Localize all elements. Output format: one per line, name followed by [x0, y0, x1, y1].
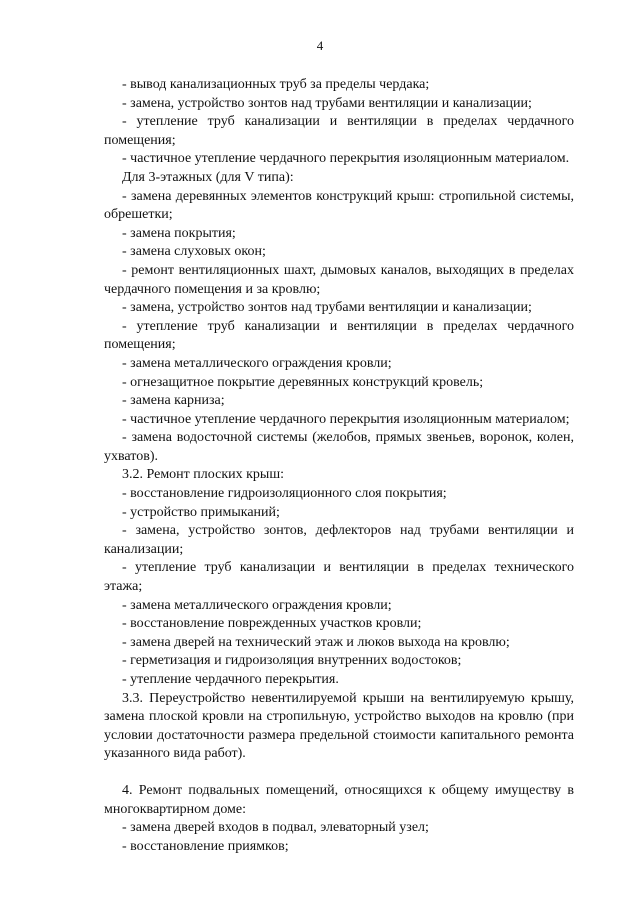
list-item: - восстановление приямков;	[122, 838, 289, 854]
list-item: - огнезащитное покрытие деревянных конструкций кровель;	[122, 374, 484, 390]
list-item: - герметизация и гидроизоляция внутренних водостоков;	[122, 653, 462, 669]
page-number: 4	[316, 38, 324, 53]
document-body	[104, 76, 574, 856]
section-paragraph: 3.3. Переустройство невентилируемой крыши на вентилируемую крышу, замена плоской кровли на стропильную, устройство выходов на кровлю (при условии достаточности размера предельной стоимости капитального ремонта указанного вида работ).	[104, 690, 574, 762]
list-item: - замена покрытия;	[122, 225, 236, 241]
list-item: - замена металлического ограждения кровли;	[122, 597, 392, 613]
list-item: - ремонт вентиляционных шахт, дымовых каналов, выходящих в пределах чердачного помещения и за кровлю;	[104, 262, 574, 297]
section-heading: 4. Ремонт подвальных помещений, относящихся к общему имуществу в многоквартирном доме:	[104, 782, 574, 817]
section-heading: 3.2. Ремонт плоских крыш:	[122, 467, 284, 483]
list-item: - замена, устройство зонтов, дефлекторов над трубами вентиляции и канализации;	[104, 523, 574, 557]
list-item: - утепление труб канализации и вентиляции в пределах чердачного помещения;	[104, 114, 574, 148]
paragraph-spacer	[104, 764, 574, 782]
list-item: - замена, устройство зонтов над трубами вентиляции и канализации;	[122, 300, 532, 316]
list-item: - замена водосточной системы (желобов, прямых звеньев, воронок, колен, ухватов).	[104, 430, 574, 464]
list-item: - утепление труб канализации и вентиляции в пределах чердачного помещения;	[104, 318, 574, 353]
list-item: - замена дверей входов в подвал, элеваторный узел;	[122, 820, 429, 836]
list-item: - замена металлического ограждения кровли;	[122, 355, 392, 371]
list-item: - утепление чердачного перекрытия.	[122, 672, 339, 687]
list-item: - частичное утепление чердачного перекрытия изоляционным материалом.	[122, 151, 570, 167]
list-item: - вывод канализационных труб за пределы чердака;	[122, 77, 430, 92]
list-item: - замена, устройство зонтов над трубами вентиляции и канализации;	[122, 95, 532, 111]
list-item: - замена деревянных элементов конструкций крыш: стропильной системы, обрешетки;	[104, 188, 574, 223]
list-item: - утепление труб канализации и вентиляции в пределах технического этажа;	[104, 560, 574, 595]
list-item: - устройство примыканий;	[122, 504, 280, 520]
list-item: - замена дверей на технический этаж и люков выхода на кровлю;	[122, 634, 510, 650]
list-item: - замена карниза;	[122, 393, 225, 409]
list-item: - замена слуховых окон;	[122, 244, 266, 260]
list-item: - восстановление гидроизоляционного слоя покрытия;	[122, 486, 447, 502]
section-subheading: Для 3-этажных (для V типа):	[122, 169, 294, 185]
list-item: - восстановление поврежденных участков кровли;	[122, 616, 422, 632]
list-item: - частичное утепление чердачного перекрытия изоляционным материалом;	[122, 411, 570, 427]
